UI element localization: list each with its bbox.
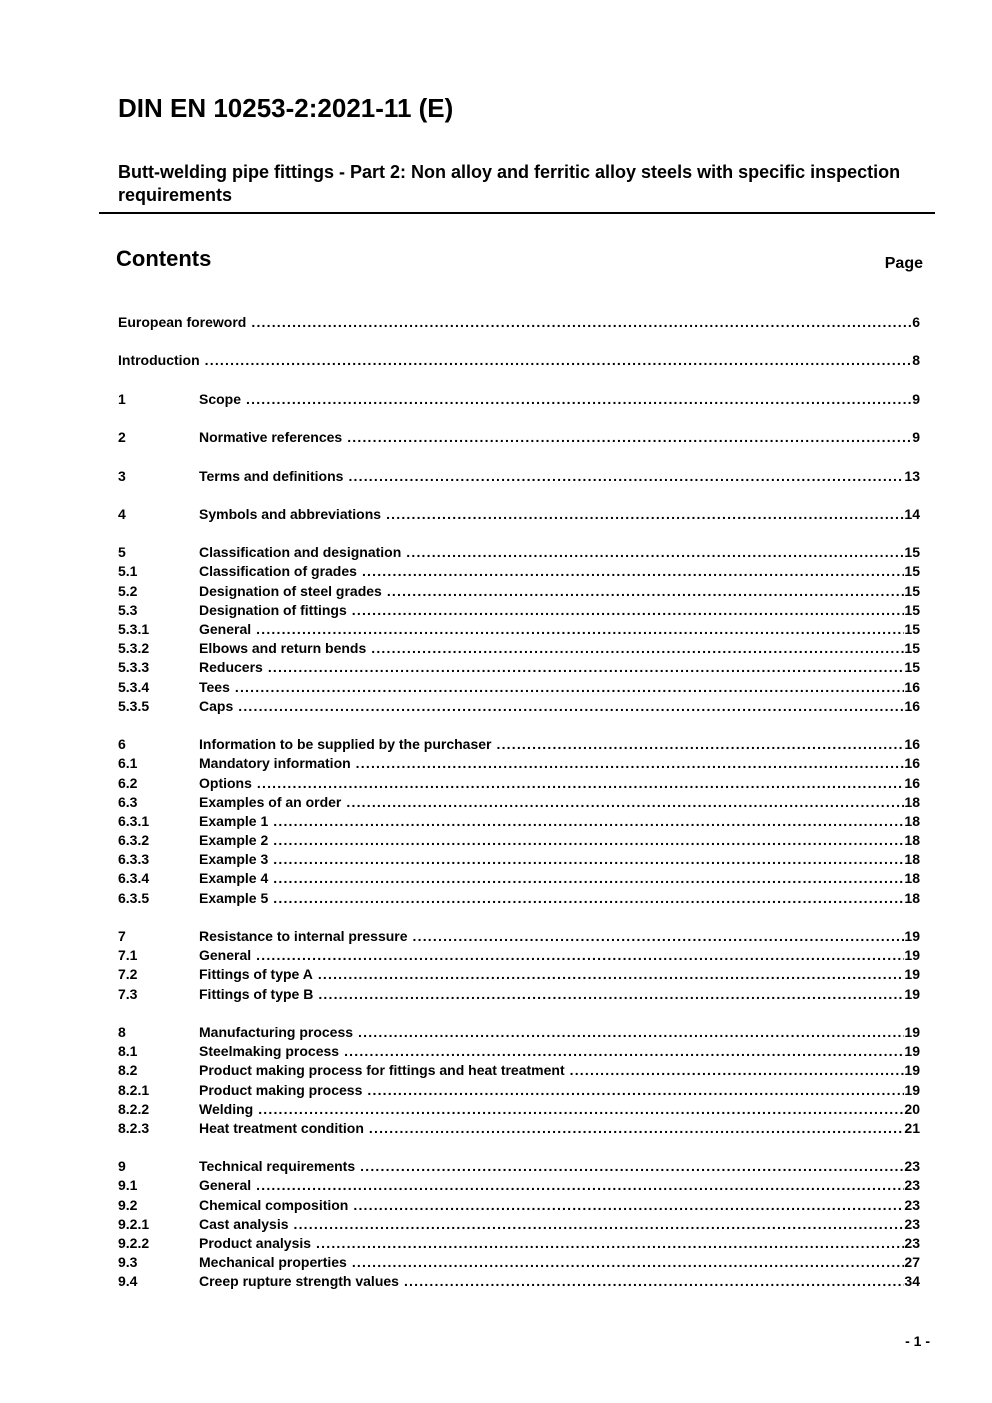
toc-entry-number: 5.3 [118,601,138,618]
toc-entry-title: Chemical composition [199,1196,349,1213]
toc-leader-dots [318,965,905,984]
toc-group [118,927,920,1004]
toc-leader-dots [570,1061,905,1080]
toc-entry-page: 18 [904,889,920,906]
toc-leader-dots [360,1157,904,1176]
toc-leader-dots [352,1253,905,1272]
toc-leader-dots [251,313,912,332]
toc-entry-page: 13 [904,467,920,484]
toc-leader-dots [347,428,912,447]
toc-entry [118,1215,920,1234]
toc-entry-page: 14 [904,505,920,522]
toc-entry-title: Example 3 [199,851,269,868]
toc-entry-title: Designation of fittings [199,601,347,618]
toc-entry-title: Example 5 [199,889,269,906]
toc-entry-page: 18 [904,832,920,849]
toc-entry [118,1119,920,1138]
toc-entry-title: Reducers [199,659,263,676]
toc-leader-dots [256,620,904,639]
toc-leader-dots [353,1196,904,1215]
toc-leader-dots [273,831,904,850]
toc-entry [118,428,920,447]
toc-entry-title: Introduction [118,352,200,369]
toc-leader-dots [371,639,904,658]
toc-entry-page: 19 [904,985,920,1002]
toc-entry [118,850,920,869]
toc-entry-number: 4 [118,505,126,522]
toc-entry-page: 16 [904,678,920,695]
toc-entry-number: 9.2 [118,1196,138,1213]
footer-page-number: - 1 - [905,1333,930,1349]
toc-leader-dots [273,869,904,888]
document-code: DIN EN 10253-2:2021-11 (E) [118,93,454,123]
toc-leader-dots [268,658,905,677]
toc-entry [118,831,920,850]
toc-entry-title: Manufacturing process [199,1023,354,1040]
toc-entry [118,678,920,697]
toc-leader-dots [205,351,913,370]
toc-entry-number: 6.3 [118,793,138,810]
page-column-label: Page [884,255,923,272]
toc-leader-dots [257,774,905,793]
toc-entry-page: 16 [904,774,920,791]
toc-group [118,543,920,716]
toc-entry-page: 34 [904,1273,920,1290]
toc-entry-number: 5.3.1 [118,621,150,637]
toc-entry-page: 19 [904,966,920,983]
toc-entry-number: 5.3.4 [118,678,150,695]
toc-entry-title: Classification and designation [199,544,402,561]
toc-leader-dots [362,562,904,581]
toc-group [118,505,920,524]
toc-entry [118,1042,920,1061]
toc-entry-page: 6 [912,314,920,330]
toc-entry-number: 6.2 [118,774,138,791]
toc-entry-number: 9.1 [118,1177,138,1194]
toc-entry [118,1196,920,1215]
toc-entry-title: Technical requirements [199,1158,356,1175]
toc-entry-number: 8.2.2 [118,1100,150,1117]
toc-entry [118,889,920,908]
toc-leader-dots [273,850,904,869]
document-title: Butt-welding pipe fittings - Part 2: Non alloy and ferritic alloy steels with specific inspection requirements [118,162,901,205]
toc-entry-page: 9 [912,390,920,407]
toc-leader-dots [273,812,904,831]
toc-leader-dots [358,1023,904,1042]
toc-entry-page: 19 [904,947,920,964]
toc-entry-page: 19 [904,1062,920,1079]
toc-entry-number: 6.3.1 [118,812,150,829]
toc-list [118,313,920,1311]
toc-entry-title: Steelmaking process [199,1043,340,1060]
toc-entry-title: Example 1 [199,812,269,829]
toc-entry-number: 5.3.2 [118,640,150,657]
toc-entry [118,620,920,639]
toc-entry-number: 8 [118,1023,126,1040]
toc-leader-dots [256,1176,904,1195]
toc-leader-dots [496,735,904,754]
toc-entry-number: 9.2.1 [118,1215,150,1232]
toc-entry [118,313,920,332]
toc-entry-title: Example 2 [199,832,269,849]
toc-leader-dots [352,601,905,620]
toc-entry [118,1234,920,1253]
contents-heading: Contents [116,246,212,271]
toc-entry [118,601,920,620]
toc-entry-title: Scope [199,390,242,407]
toc-entry-page: 23 [904,1158,920,1175]
toc-entry-number: 8.2.1 [118,1081,150,1098]
toc-entry [118,639,920,658]
toc-entry-title: Designation of steel grades [199,582,382,599]
toc-entry-page: 18 [904,793,920,810]
toc-entry-page: 15 [904,582,920,599]
toc-entry-title: Classification of grades [199,563,357,580]
toc-group [118,313,920,332]
toc-entry [118,1081,920,1100]
toc-group [118,467,920,486]
toc-entry-page: 27 [904,1254,920,1271]
toc-leader-dots [246,390,912,409]
toc-leader-dots [238,697,904,716]
toc-entry-number: 7.2 [118,966,138,983]
toc-entry [118,812,920,831]
toc-entry-number: 5.3.5 [118,697,150,714]
toc-leader-dots [367,1081,904,1100]
toc-entry-page: 21 [904,1119,920,1136]
toc-entry [118,658,920,677]
toc-entry-number: 6.3.2 [118,832,150,849]
toc-entry-title: European foreword [118,314,247,330]
toc-entry [118,869,920,888]
toc-entry-page: 15 [904,621,920,637]
toc-entry-page: 9 [912,429,920,446]
toc-entry-page: 23 [904,1177,920,1194]
toc-entry-number: 7.3 [118,985,138,1002]
toc-entry-title: Welding [199,1100,254,1117]
toc-entry-number: 5.1 [118,563,138,580]
toc-entry [118,390,920,409]
toc-leader-dots [406,543,904,562]
toc-entry-number: 6.3.5 [118,889,150,906]
toc-entry-number: 3 [118,467,126,484]
toc-leader-dots [348,467,904,486]
toc-group [118,351,920,370]
toc-leader-dots [294,1215,905,1234]
toc-entry-title: Mechanical properties [199,1254,347,1271]
toc-entry-page: 23 [904,1196,920,1213]
toc-entry [118,946,920,965]
toc-entry-number: 9.2.2 [118,1235,150,1251]
toc-group [118,1157,920,1291]
toc-entry-page: 18 [904,870,920,887]
toc-leader-dots [258,1100,904,1119]
toc-entry-number: 2 [118,429,126,446]
toc-entry-title: Fittings of type B [199,985,314,1002]
toc-entry-number: 5 [118,544,126,561]
toc-entry-page: 15 [904,544,920,561]
toc-entry-number: 5.2 [118,582,138,599]
toc-entry-page: 19 [904,928,920,944]
toc-entry-title: General [199,621,252,637]
toc-entry-page: 23 [904,1235,920,1251]
toc-entry [118,505,920,524]
toc-entry [118,467,920,486]
toc-entry [118,1061,920,1080]
toc-entry [118,1176,920,1195]
toc-entry [118,774,920,793]
toc-entry-title: Example 4 [199,870,269,887]
toc-entry [118,965,920,984]
toc-entry-number: 9.3 [118,1254,138,1271]
toc-entry-title: Information to be supplied by the purchaser [199,736,492,753]
toc-entry-number: 6.3.3 [118,851,150,868]
toc-entry-page: 15 [904,601,920,618]
toc-entry-number: 8.1 [118,1043,138,1060]
toc-entry-number: 6.1 [118,755,138,772]
toc-entry-number: 5.3.3 [118,659,150,676]
toc-entry-title: Tees [199,678,230,695]
toc-entry-title: Cast analysis [199,1215,289,1232]
toc-entry [118,562,920,581]
toc-leader-dots [369,1119,905,1138]
toc-entry-page: 15 [904,640,920,657]
toc-entry-title: Caps [199,697,234,714]
toc-entry-page: 18 [904,851,920,868]
toc-entry-title: Elbows and return bends [199,640,367,657]
title-divider-rule [99,212,935,214]
toc-entry-title: General [199,947,252,964]
toc-entry-page: 16 [904,755,920,772]
toc-entry-title: Terms and definitions [199,467,344,484]
toc-group [118,428,920,447]
toc-entry-number: 8.2.3 [118,1119,150,1136]
toc-group [118,390,920,409]
toc-entry [118,927,920,946]
toc-entry-title: Mandatory information [199,755,351,772]
toc-entry-number: 7 [118,928,126,944]
toc-entry [118,543,920,562]
toc-entry [118,582,920,601]
toc-entry [118,793,920,812]
toc-entry [118,351,920,370]
toc-group [118,735,920,908]
toc-entry-title: Options [199,774,252,791]
toc-entry [118,1272,920,1291]
toc-entry-title: Examples of an order [199,793,342,810]
toc-entry-title: General [199,1177,252,1194]
toc-leader-dots [316,1234,904,1253]
toc-entry-title: Product making process [199,1081,363,1098]
toc-entry-number: 9 [118,1158,126,1175]
toc-entry-page: 18 [904,812,920,829]
toc-leader-dots [344,1042,904,1061]
toc-group [118,1023,920,1138]
toc-entry [118,985,920,1004]
toc-entry-title: Heat treatment condition [199,1119,364,1136]
toc-entry-number: 8.2 [118,1062,138,1079]
toc-entry-page: 19 [904,1043,920,1060]
toc-leader-dots [346,793,904,812]
toc-entry-number: 6 [118,736,126,753]
toc-entry-number: 9.4 [118,1273,138,1290]
toc-entry-page: 8 [912,352,920,369]
toc-entry-number: 7.1 [118,947,138,964]
toc-leader-dots [413,927,905,946]
toc-entry-title: Fittings of type A [199,966,313,983]
toc-entry-title: Creep rupture strength values [199,1273,399,1290]
toc-leader-dots [235,678,905,697]
toc-entry-title: Resistance to internal pressure [199,928,408,944]
toc-entry-page: 15 [904,563,920,580]
toc-entry [118,754,920,773]
toc-entry-number: 6.3.4 [118,870,150,887]
toc-entry-page: 20 [904,1100,920,1117]
toc-entry-title: Symbols and abbreviations [199,505,382,522]
toc-leader-dots [404,1272,904,1291]
toc-leader-dots [273,889,904,908]
toc-entry-page: 19 [904,1023,920,1040]
toc-leader-dots [318,985,904,1004]
toc-entry-title: Normative references [199,429,343,446]
toc-entry [118,697,920,716]
toc-leader-dots [386,505,904,524]
toc-leader-dots [356,754,905,773]
toc-entry-page: 16 [904,736,920,753]
toc-entry [118,1157,920,1176]
toc-entry-number: 1 [118,390,126,407]
toc-entry-page: 15 [904,659,920,676]
toc-entry-page: 19 [904,1081,920,1098]
toc-leader-dots [387,582,905,601]
toc-entry-title: Product analysis [199,1235,312,1251]
toc-entry [118,1023,920,1042]
toc-entry [118,1100,920,1119]
toc-entry-page: 16 [904,697,920,714]
toc-entry [118,735,920,754]
toc-leader-dots [256,946,904,965]
toc-entry-page: 23 [904,1215,920,1232]
toc-entry [118,1253,920,1272]
toc-entry-title: Product making process for fittings and heat treatment [199,1062,565,1079]
